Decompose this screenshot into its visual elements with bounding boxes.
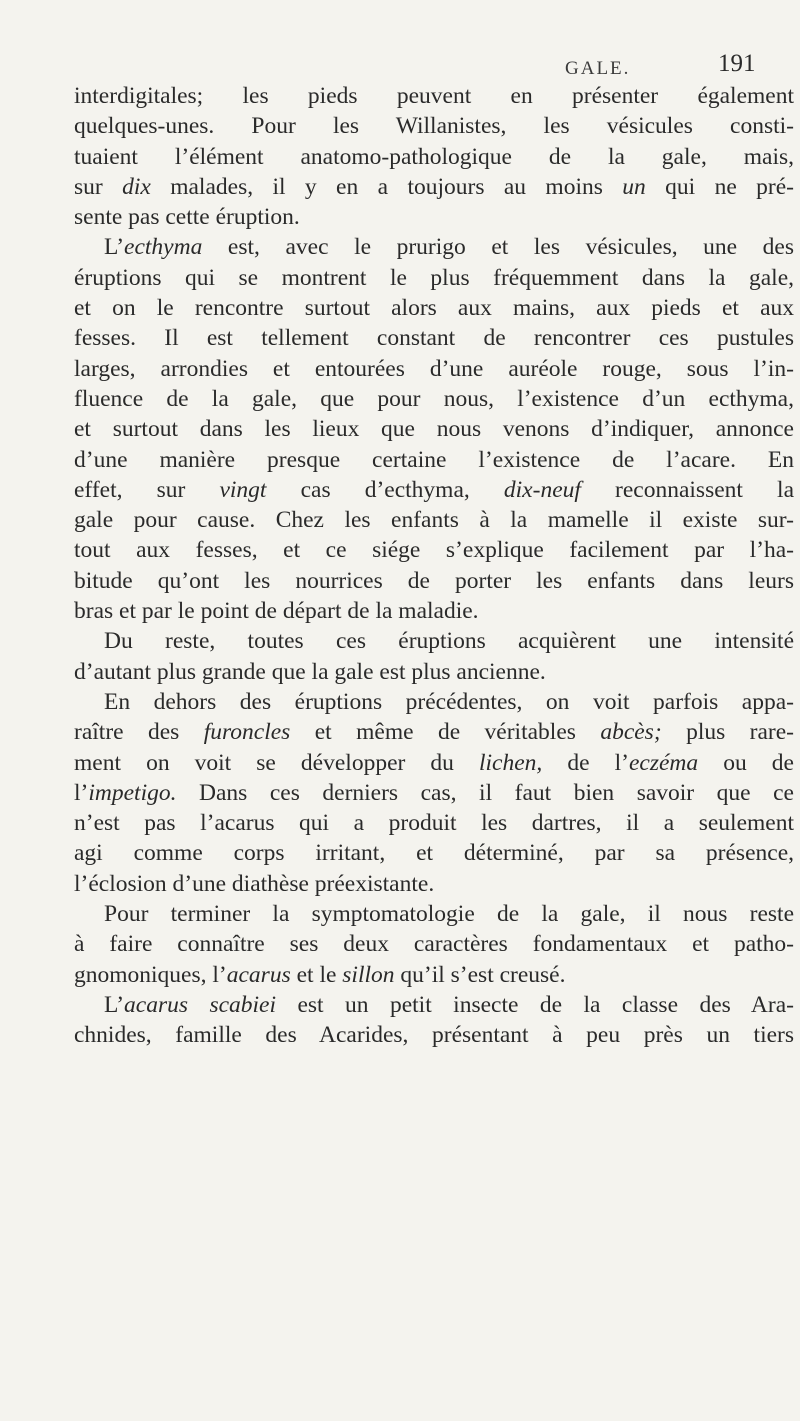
- text-line: [74, 626, 794, 656]
- text-segment: larges, arrondies et entourées d’une auréole rouge, sous l’in-: [74, 355, 794, 382]
- text-line: [74, 323, 794, 353]
- text-line: [74, 384, 794, 414]
- text-segment: l’éclosion d’une diathèse préexistante.: [74, 870, 435, 897]
- text-segment: malades, il y en a toujours au moins: [150, 173, 623, 200]
- text-segment: n’est pas l’acarus qui a produit les dartres, il a seulement: [74, 810, 794, 837]
- italic-term: lichen,: [478, 749, 543, 776]
- italic-term: sillon: [342, 961, 395, 988]
- text-segment: fluence de la gale, que pour nous, l’existence d’un ecthyma,: [74, 385, 794, 412]
- italic-term: dix-neuf: [503, 476, 581, 503]
- text-segment: qu’il s’est creusé.: [394, 961, 566, 988]
- text-segment: sur: [74, 173, 123, 200]
- text-line: [74, 929, 794, 959]
- text-line: [74, 869, 794, 899]
- text-segment: Dans ces derniers cas, il faut bien savoir que ce: [176, 779, 794, 806]
- text-segment: et surtout dans les lieux que nous venons d’indiquer, annonce: [74, 416, 794, 443]
- text-segment: quelques-unes. Pour les Willanistes, les vésicules consti-: [74, 113, 794, 140]
- text-segment: raître des: [74, 719, 204, 746]
- text-segment: En dehors des éruptions précédentes, on voit parfois appa-: [104, 688, 794, 715]
- text-segment: L’: [104, 991, 125, 1018]
- text-segment: gnomoniques, l’: [74, 961, 227, 988]
- text-segment: reconnaissent la: [580, 476, 794, 503]
- text-segment: et le: [290, 961, 343, 988]
- text-segment: Pour terminer la symptomatologie de la gale, il nous reste: [104, 901, 794, 928]
- text-line: [74, 232, 794, 262]
- text-segment: ment on voit se développer du: [74, 749, 479, 776]
- italic-term: dix: [122, 173, 151, 200]
- text-segment: effet, sur: [74, 476, 220, 503]
- text-segment: est un petit insecte de la classe des Ara-: [276, 991, 794, 1018]
- text-line: [74, 657, 794, 687]
- text-line: [74, 778, 794, 808]
- text-line: [74, 111, 794, 141]
- text-segment: l’: [74, 779, 89, 806]
- text-line: [74, 748, 794, 778]
- text-line: [74, 808, 794, 838]
- text-segment: fesses. Il est tellement constant de rencontrer ces pustules: [74, 325, 794, 352]
- text-segment: est, avec le prurigo et les vésicules, une des: [202, 234, 794, 261]
- text-line: [74, 505, 794, 535]
- text-line: [74, 414, 794, 444]
- text-line: [74, 142, 794, 172]
- italic-term: furoncles: [203, 719, 291, 746]
- text-segment: agi comme corps irritant, et déterminé, par sa présence,: [74, 840, 794, 867]
- text-line: [74, 566, 794, 596]
- text-segment: tuaient l’élément anatomo-pathologique de la gale, mais,: [74, 143, 794, 170]
- text-line: [74, 899, 794, 929]
- text-line: [74, 717, 794, 747]
- text-line: [74, 354, 794, 384]
- text-segment: cas d’ecthyma,: [266, 476, 504, 503]
- text-line: [74, 81, 794, 111]
- text-line: [74, 202, 794, 232]
- text-line: [74, 960, 794, 990]
- text-segment: d’autant plus grande que la gale est plus ancienne.: [74, 658, 546, 685]
- text-segment: Du reste, toutes ces éruptions acquièrent une intensité: [104, 628, 794, 655]
- text-segment: gale pour cause. Chez les enfants à la mamelle il existe sur-: [74, 507, 794, 534]
- text-segment: plus rare-: [661, 719, 794, 746]
- text-line: [74, 687, 794, 717]
- text-segment: interdigitales; les pieds peuvent en présenter également: [74, 83, 794, 109]
- italic-term: ecthyma: [124, 234, 203, 261]
- italic-term: vingt: [219, 476, 267, 503]
- text-segment: L’: [104, 234, 125, 261]
- text-line: [74, 445, 794, 475]
- italic-term: impetigo.: [88, 779, 177, 806]
- page-number: 191: [718, 50, 756, 77]
- text-segment: sente pas cette éruption.: [74, 204, 300, 231]
- text-line: [74, 263, 794, 293]
- text-segment: ou de: [698, 749, 794, 776]
- text-segment: de l’: [542, 749, 629, 776]
- text-segment: et on le rencontre surtout alors aux mains, aux pieds et aux: [74, 295, 794, 322]
- text-line: [74, 990, 794, 1020]
- text-segment: éruptions qui se montrent le plus fréquemment dans la gale,: [74, 264, 794, 291]
- text-segment: qui ne pré-: [645, 173, 794, 200]
- italic-term: abcès;: [600, 719, 662, 746]
- text-segment: tout aux fesses, et ce siége s’explique facilement par l’ha-: [74, 537, 794, 564]
- text-segment: et même de véritables: [290, 719, 601, 746]
- text-line: [74, 293, 794, 323]
- text-segment: chnides, famille des Acarides, présentant à peu près un tiers: [74, 1022, 794, 1049]
- italic-term: eczéma: [628, 749, 699, 776]
- text-line: [74, 596, 794, 626]
- text-line: [74, 1020, 794, 1050]
- italic-term: un: [622, 173, 646, 200]
- text-segment: bras et par le point de départ de la maladie.: [74, 598, 479, 625]
- italic-term: acarus: [226, 961, 291, 988]
- text-line: [74, 172, 794, 202]
- text-line: [74, 535, 794, 565]
- text-line: [74, 475, 794, 505]
- running-head: GALE.: [565, 58, 631, 79]
- text-segment: à faire connaître ses deux caractères fondamentaux et patho-: [74, 931, 794, 958]
- text-segment: bitude qu’ont les nourrices de porter les enfants dans leurs: [74, 567, 794, 594]
- text-segment: d’une manière presque certaine l’existence de l’acare. En: [74, 446, 794, 473]
- italic-term: acarus scabiei: [124, 991, 277, 1018]
- text-line: [74, 838, 794, 868]
- body-text: [74, 81, 794, 1051]
